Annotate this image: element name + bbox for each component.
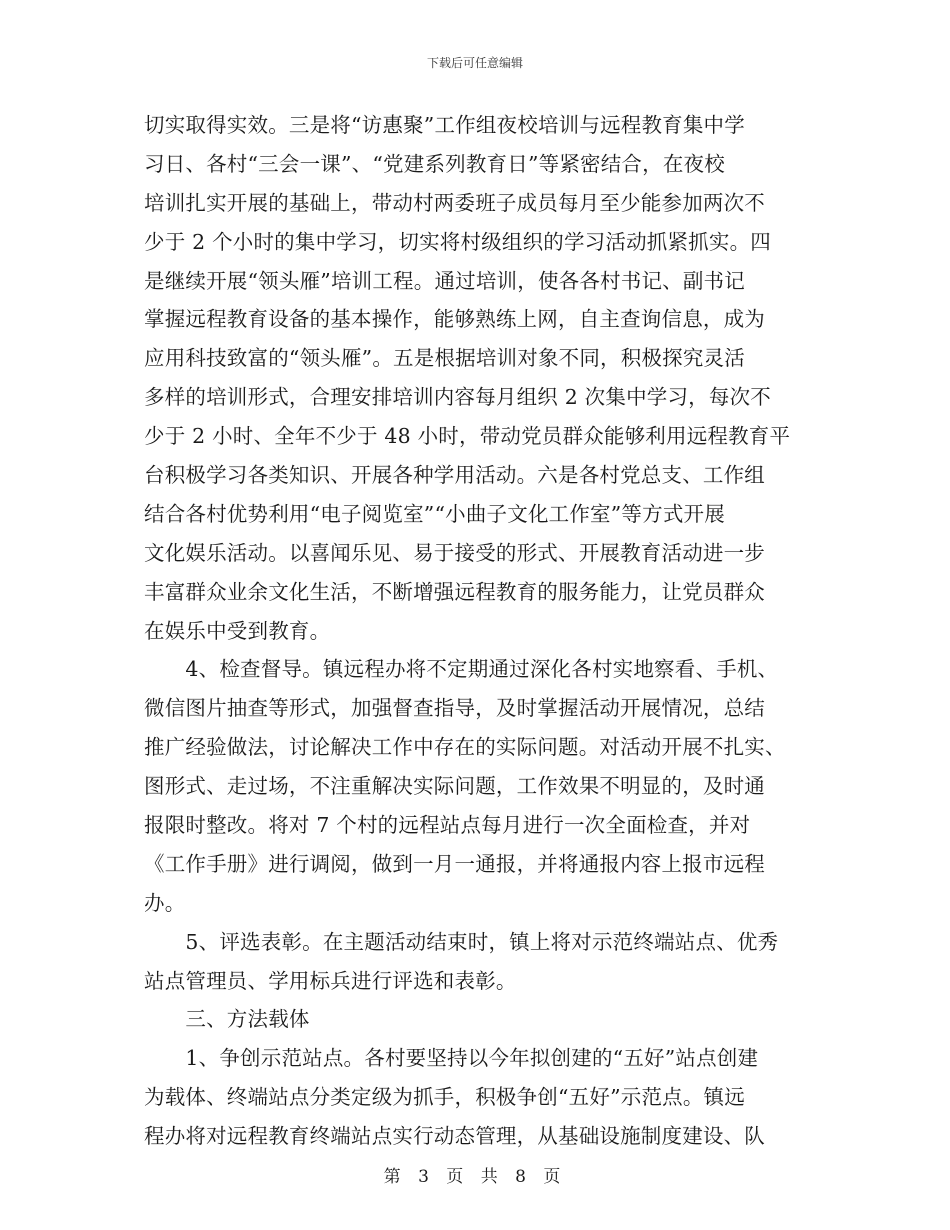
- text-line: 切实取得实效。三是将“访惠聚”工作组夜校培训与远程教育集中学: [144, 113, 745, 137]
- text-line: 习日、各村“三会一课”、“党建系列教育日”等紧密结合，在夜校: [144, 151, 725, 176]
- text-line: 为载体、终端站点分类定级为抓手，积极争创“五好”示范点。镇远: [144, 1085, 745, 1110]
- text-line: 程办将对远程教育终端站点实行动态管理，从基础设施制度建设、队: [144, 1124, 765, 1149]
- text-line: 是继续开展“领头雁”培训工程。通过培训，使各各村书记、副书记: [144, 268, 745, 293]
- text-line: 《工作手册》进行调阅，做到一月一通报，并将通报内容上报市远程: [144, 851, 765, 876]
- text-line: 站点管理员、学用标兵进行评选和表彰。: [144, 968, 517, 993]
- text-line: 多样的培训形式，合理安排培训内容每月组织 2 次集中学习，每次不: [144, 385, 771, 410]
- text-line: 图形式、走过场，不注重解决实际问题，工作效果不明显的，及时通: [144, 774, 765, 799]
- text-line: 微信图片抽查等形式，加强督查指导，及时掌握活动开展情况，总结: [144, 696, 765, 721]
- text-line: 掌握远程教育设备的基本操作，能够熟练上网，自主查询信息，成为: [144, 307, 765, 332]
- text-line: 在娱乐中受到教育。: [144, 618, 331, 643]
- text-line: 报限时整改。将对 7 个村的远程站点每月进行一次全面检查，并对: [144, 813, 751, 838]
- text-line: 推广经验做法，讨论解决工作中存在的实际问题。对活动开展不扎实、: [144, 735, 786, 760]
- text-line: 5、评选表彰。在主题活动结束时，镇上将对示范终端站点、优秀: [144, 929, 779, 954]
- text-line: 办。: [144, 890, 186, 915]
- text-line: 应用科技致富的“领头雁”。五是根据培训对象不同，积极探究灵活: [144, 346, 745, 371]
- section-heading: 三、方法载体: [144, 1007, 310, 1032]
- document-body: [144, 106, 810, 1156]
- text-line: 丰富群众业余文化生活，不断增强远程教育的服务能力，让党员群众: [144, 579, 765, 604]
- text-line: 文化娱乐活动。以喜闻乐见、易于接受的形式、开展教育活动进一步: [144, 540, 765, 565]
- text-line: 培训扎实开展的基础上，带动村两委班子成员每月至少能参加两次不: [144, 190, 765, 215]
- text-line: 少于 2 个小时的集中学习，切实将村级组织的学习活动抓紧抓实。四: [144, 229, 771, 254]
- text-line: 4、检查督导。镇远程办将不定期通过深化各村实地察看、手机、: [144, 657, 779, 682]
- text-line: 结合各村优势利用“电子阅览室”“小曲子文化工作室”等方式开展: [144, 501, 725, 526]
- text-line: 少于 2 小时、全年不少于 48 小时，带动党员群众能够利用远程教育平: [144, 424, 791, 449]
- page-header: 下载后可任意编辑: [426, 56, 523, 70]
- text-line: 1、争创示范站点。各村要坚持以今年拟创建的“五好”站点创建: [144, 1046, 759, 1071]
- page-number: 第 3 页 共 8 页: [383, 1167, 567, 1187]
- text-line: 台积极学习各类知识、开展各种学用活动。六是各村党总支、工作组: [144, 463, 765, 488]
